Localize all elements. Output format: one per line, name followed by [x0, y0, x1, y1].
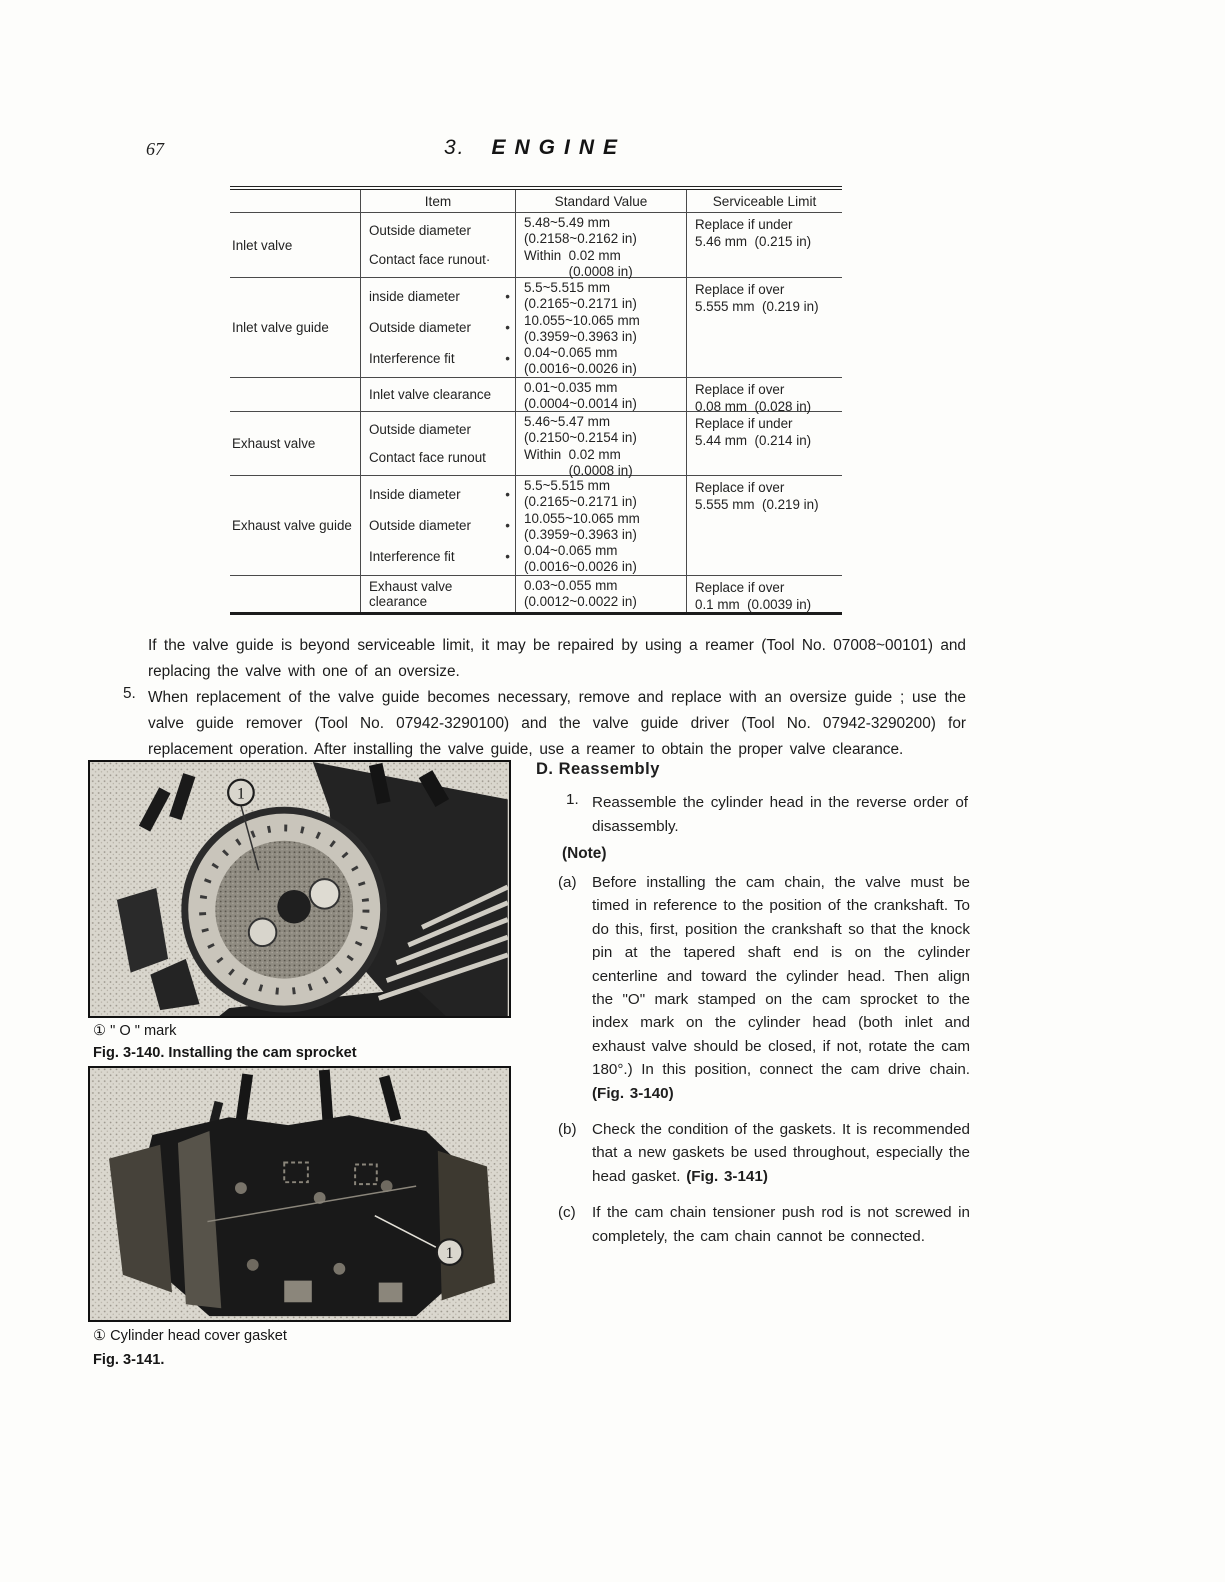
standard-value-line: 0.03~0.055 mm [524, 578, 618, 593]
table-cell-serviceable-limit [686, 278, 842, 377]
notes-list [558, 871, 970, 1261]
table-header-limit: Serviceable Limit [686, 190, 842, 212]
standard-value-line: (0.2165~0.2171 in) [524, 296, 637, 312]
table-row [230, 476, 842, 576]
table-cell-standard-value [515, 213, 686, 277]
standard-value-line: 10.055~10.065 mm [524, 510, 640, 526]
table-cell-serviceable-limit [686, 412, 842, 475]
serviceable-limit-line: Replace if over [695, 382, 785, 397]
table-cell-standard-value [515, 576, 686, 612]
note-label: (b) [558, 1121, 577, 1139]
standard-value-line: (0.0016~0.0026 in) [524, 361, 637, 377]
table-cell-standard-value [515, 412, 686, 478]
item-name: Outside diameter [369, 223, 471, 238]
section-title-text: ENGINE [491, 136, 627, 159]
table-cell-group-label: Exhaust valve [232, 436, 316, 451]
note-text: Before installing the cam chain, the valve must be timed in reference to the position of the crankshaft. To do this, first, position the crankshaft so that the knock pin at the tapered shaft end is on the cylinder centerline and toward the cylinder head. Then align the "O" mark stamped on the cam sprocket to the index mark on the cylinder head (both inlet and exhaust valve should be closed, if not, rotate the cam 180°.) In this position, connect the cam drive chain. (Fig. 3-140) [592, 874, 970, 1102]
standard-value-line: (0.3959~0.3963 in) [524, 526, 637, 542]
figure-reference: (Fig. 3-140) [592, 1084, 674, 1102]
item-name: Contact face runout· [369, 252, 491, 267]
standard-value-line: (0.2165~0.2171 in) [524, 494, 637, 510]
step-1-number: 1. [566, 791, 579, 808]
standard-value-line: (0.0016~0.0026 in) [524, 559, 637, 575]
item-name: inside diameter • [369, 289, 510, 304]
spec-table-body [230, 213, 842, 612]
item-name: Contact face runout [369, 450, 486, 466]
standard-value-line: 0.01~0.035 mm [524, 380, 618, 395]
reassembly-heading: D. Reassembly [536, 760, 660, 778]
paragraph-item-5: When replacement of the valve guide becomes necessary, remove and replace with an oversize guide ; use the valve guide remover (Tool No. 07942-3290100) and the valve guide driver (Tool No. 07942-3290200) for replacement operation. After installing the valve guide, use a reamer to obtain the proper valve clearance. [148, 689, 966, 758]
table-row [230, 412, 842, 476]
table-cell-serviceable-limit [686, 576, 842, 612]
table-row [230, 378, 842, 412]
standard-value-line: 10.055~10.065 mm [524, 312, 640, 328]
figure-3-141-caption: Fig. 3-141. [93, 1352, 165, 1368]
page-title [230, 136, 840, 160]
table-row [230, 576, 842, 612]
figure-3-141-legend: ① Cylinder head cover gasket [93, 1328, 287, 1344]
figure-3-141-photo [88, 1066, 511, 1322]
table-cell-item [360, 412, 515, 475]
table-header-standard: Standard Value [515, 190, 686, 212]
table-cell-serviceable-limit [686, 213, 842, 277]
figure-reference: (Fig. 3-141) [686, 1167, 768, 1185]
table-row [230, 213, 842, 278]
standard-value-line: (0.0012~0.0022 in) [524, 594, 637, 610]
serviceable-limit-line: 5.555 mm (0.219 in) [695, 497, 819, 512]
standard-value-line: Within 0.02 mm [524, 247, 621, 263]
table-cell-group-label [230, 576, 360, 612]
table-cell-group-label: Inlet valve guide [232, 320, 329, 335]
note-label: (a) [558, 874, 577, 891]
note-item [558, 1118, 970, 1188]
standard-value-line: (0.0008 in) [524, 462, 633, 478]
page-number: 67 [146, 139, 164, 159]
item-name: Outside diameter [369, 421, 471, 437]
table-cell-group-label: Exhaust valve guide [232, 518, 352, 533]
item-name: Exhaust valve clearance [369, 579, 453, 609]
standard-value-line: (0.3959~0.3963 in) [524, 328, 637, 344]
table-cell-group-label: Inlet valve [232, 237, 293, 253]
figure-3-140-caption: Fig. 3-140. Installing the cam sprocket [93, 1045, 357, 1061]
serviceable-limit-line: 5.555 mm (0.219 in) [695, 299, 819, 314]
table-cell-group-label [230, 378, 360, 411]
list-number-5: 5. [123, 685, 136, 702]
table-cell-item [360, 476, 515, 575]
standard-value-line: (0.2150~0.2154 in) [524, 430, 637, 446]
item-name: Outside diameter • [369, 518, 510, 533]
table-cell-item [360, 213, 515, 277]
step-1-text: Reassemble the cylinder head in the reverse order of disassembly. [592, 794, 968, 835]
cylinder-head-photo-illustration [90, 1068, 509, 1320]
serviceable-limit-line: Replace if under [695, 416, 793, 431]
item-name: Inlet valve clearance [369, 387, 492, 402]
item-name: Interference fit • [369, 351, 510, 366]
standard-value-line: Within 0.02 mm [524, 446, 621, 462]
standard-value-line: (0.0004~0.0014 in) [524, 396, 637, 412]
item-name: Inside diameter • [369, 487, 510, 502]
standard-value-line: 5.48~5.49 mm [524, 215, 610, 230]
table-cell-standard-value [515, 278, 686, 377]
table-cell-standard-value [515, 378, 686, 411]
serviceable-limit-line: Replace if under [695, 217, 793, 232]
note-heading: (Note) [562, 845, 607, 862]
paragraph-valve-guide-repair: If the valve guide is beyond serviceable limit, it may be repaired by using a reamer (Tool No. 07008~00101) and replacing the valve with one of an oversize. [148, 637, 966, 680]
standard-value-line: (0.0008 in) [524, 263, 633, 279]
item-name: Outside diameter • [369, 320, 510, 335]
table-header-row [230, 190, 842, 213]
table-row [230, 278, 842, 378]
section-number: 3. [443, 136, 466, 159]
serviceable-limit-line: Replace if over [695, 282, 785, 297]
table-cell-item [360, 378, 515, 411]
item-name: Interference fit • [369, 549, 510, 564]
note-item [558, 871, 970, 1105]
figure-3-140-photo [88, 760, 511, 1018]
figure-3-140-legend: ① " O " mark [93, 1023, 177, 1039]
table-header-blank [230, 190, 360, 212]
serviceable-limit-line: 0.08 mm (0.028 in) [695, 399, 812, 414]
table-cell-serviceable-limit [686, 378, 842, 414]
table-header-item: Item [360, 190, 515, 212]
table-cell-item [360, 576, 515, 612]
standard-value-line: 0.04~0.065 mm [524, 345, 618, 361]
standard-value-line: 5.5~5.515 mm [524, 280, 610, 295]
cam-sprocket-photo-illustration [90, 762, 509, 1016]
svg-text:1: 1 [445, 1244, 454, 1262]
table-cell-standard-value [515, 476, 686, 575]
table-cell-item [360, 278, 515, 377]
svg-text:1: 1 [236, 785, 245, 803]
valve-spec-table [230, 186, 842, 615]
standard-value-line: 0.04~0.065 mm [524, 543, 618, 559]
note-text: Check the condition of the gaskets. It is recommended that a new gaskets be used throughout, especially the head gasket. (Fig. 3-141) [592, 1121, 970, 1185]
table-cell-serviceable-limit [686, 476, 842, 575]
serviceable-limit-line: 0.1 mm (0.0039 in) [695, 597, 812, 612]
note-text: If the cam chain tensioner push rod is not screwed in completely, the cam chain cannot be connected. [592, 1204, 970, 1245]
standard-value-line: 5.46~5.47 mm [524, 414, 610, 429]
note-label: (c) [558, 1204, 576, 1222]
serviceable-limit-line: 5.46 mm (0.215 in) [695, 234, 812, 249]
serviceable-limit-line: Replace if over [695, 580, 785, 595]
standard-value-line: (0.2158~0.2162 in) [524, 231, 637, 247]
serviceable-limit-line: 5.44 mm (0.214 in) [695, 433, 812, 448]
serviceable-limit-line: Replace if over [695, 480, 785, 495]
note-item [558, 1201, 970, 1248]
standard-value-line: 5.5~5.515 mm [524, 478, 610, 493]
